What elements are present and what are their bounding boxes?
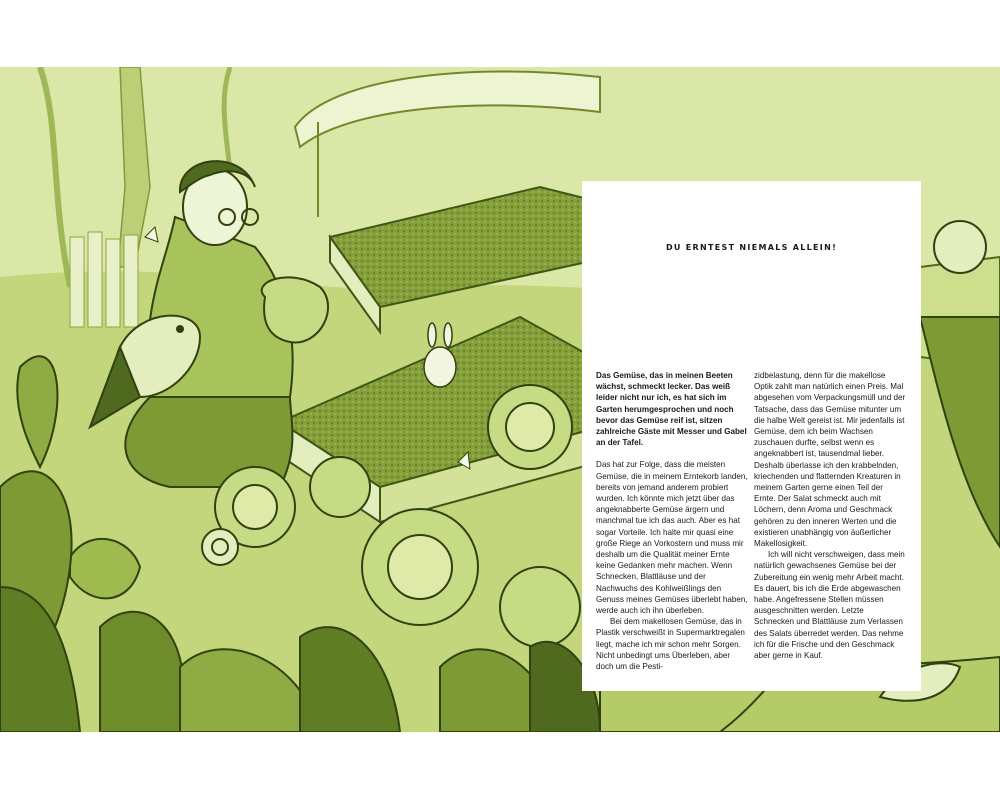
text-column-right <box>754 370 906 661</box>
body-paragraph: Bei dem makellosen Gemüse, das in Plastik verschweißt in Supermarktregalen liegt, mache ich mir schon mehr Sorgen. Nicht unbedingt ums Überleben, aber doch um die Pesti- <box>596 617 745 672</box>
body-paragraph: Das hat zur Folge, dass die meisten Gemüse, die in meinem Erntekorb landen, bereits von jemand anderem probiert wurden. Ich könnte mich jetzt über das angeknabberte Gemüse ärgern und manchmal tue ich das auch. Aber es hat sogar Vorteile. Ich halte mir quasi eine große Riege an Vorkostern und muss mir deshalb um die Qualität meiner Ernte keine Gedanken mehr machen. Wenn Schnecken, Blattläuse und der Nachwuchs des Kohlweißlings den Genuss meines Gemüses überlebt haben, werde auch ich ihn überleben. <box>596 460 748 616</box>
lead-paragraph: Das Gemüse, das in meinen Beeten wächst, schmeckt lecker. Das weiß leider nicht nur ich, es hat sich im Garten herumgesprochen und noch bevor das Gemüse reif ist, sitzen zahlreiche Gäste mit Messer und Gabel an der Tafel. <box>596 371 747 448</box>
book-spread <box>0 67 1000 732</box>
body-paragraph: zidbelastung, denn für die makellose Optik zahlt man natürlich einen Preis. Mal abgesehen vom Verpackungsmüll und der Tatsache, dass das Gemüse mitunter um die halbe Welt gereist ist. Mir jedenfalls ist Gemüse, dem ich beim Wachsen zuschauen durfte, selbst wenn es angeknabbert ist, tausendmal lieber. Deshalb überlasse ich den krabbelnden, kriechenden und flatternden Kreaturen in meinem Garten gerne einen Teil der Ernte. Der Salat schmeckt auch mit Löchern, denn Aroma und Geschmack gehören zu den inneren Werten und die existieren unabhängig von äußerlicher Makellosigkeit. <box>754 371 906 549</box>
chapter-title: DU ERNTEST NIEMALS ALLEIN! <box>665 243 838 252</box>
text-panel <box>582 181 921 691</box>
text-column-left <box>596 370 748 672</box>
body-paragraph: Ich will nicht verschweigen, dass mein natürlich gewachsenes Gemüse bei der Zubereitung ein wenig mehr Arbeit macht. Es dauert, bis ich die Erde abgewaschen habe. Angefressene Stellen müssen ausgeschnitten werden. Letzte Schnecken und Blattläuse zum Verlassen des Salats überredet werden. Das nehme ich für die Frische und den Geschmack aber gerne in Kauf. <box>754 550 905 661</box>
